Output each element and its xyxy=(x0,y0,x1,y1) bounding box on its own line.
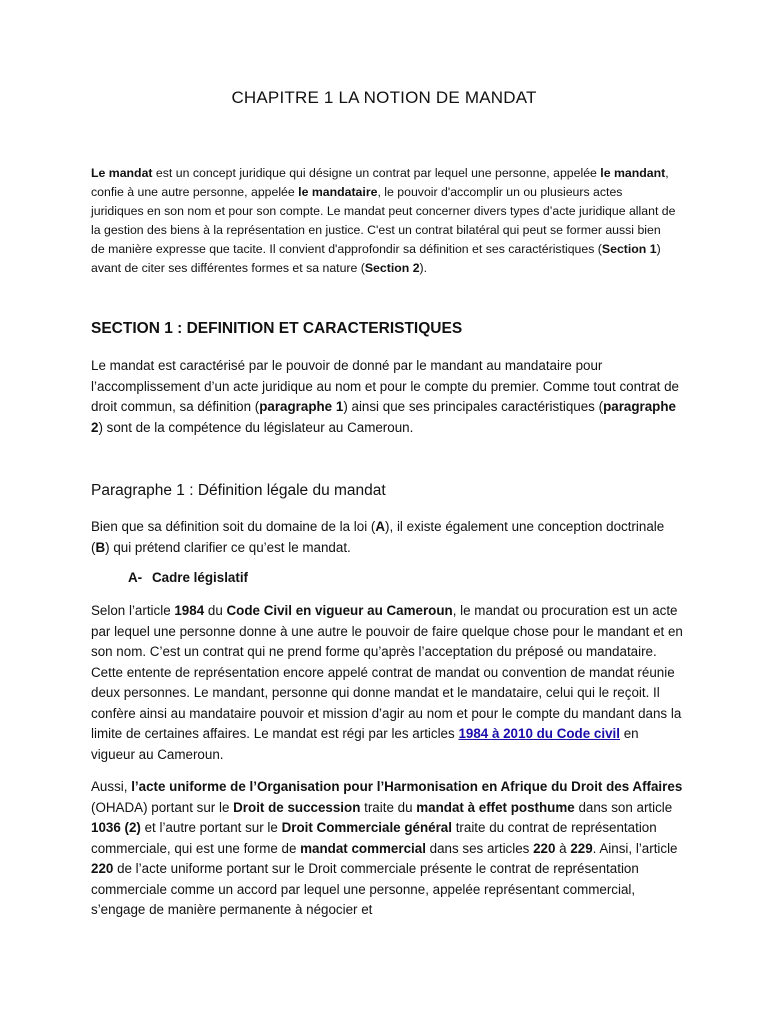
text-run: dans ses articles xyxy=(425,840,534,856)
text-run: , le mandat ou procuration est un acte par lequel une personne donne à une autre le pouvoir de faire quelque chose pour le mandant et en son nom. C’est un contrat qui ne prend forme qu’après l’acceptation du préposé ou mandataire. Cette entente de représentation encore appelé contrat de mandat ou convention de mandat réunie deux personnes. Le mandant, personne qui donne mandat et le mandataire, celui qui le reçoit. Il confère ainsi au mandataire pouvoir et mission d’agir au nom et pour le compte du mandant dans la limite de certaines affaires. Le mandat est régi par les articles xyxy=(91,603,683,741)
text-run: , le pouvoir d'accomplir un ou plusieurs actes juridiques en son nom et pour son compte. Le mandat peut concerner divers types d’acte juridique allant de la gestion des biens à la représentation en justice. C'est un contrat bilatéral qui peut se former aussi bien de manière expresse que tacite. Il convient d'approfondir sa définition et ses caractéristiques ( xyxy=(91,185,676,256)
bold-term: 229 xyxy=(570,840,593,856)
text-run: en vigueur au Cameroun. xyxy=(91,726,639,762)
subheading-marker: A- xyxy=(128,570,143,585)
chapter-title: CHAPITRE 1 LA NOTION DE MANDAT xyxy=(231,88,537,107)
bold-term: B xyxy=(95,539,106,555)
text-run: ) ainsi que ses principales caractéristiques ( xyxy=(343,399,604,414)
bold-term: Section 2 xyxy=(364,261,420,275)
text-run: ). xyxy=(419,261,428,275)
code-civil-link[interactable]: 1984 à 2010 du Code civil xyxy=(458,726,620,741)
section-1-paragraph xyxy=(91,356,686,438)
bold-term: paragraphe 1 xyxy=(259,399,344,414)
bold-term: paragraphe 2 xyxy=(91,399,676,435)
paragraph-1-heading: Paragraphe 1 : Définition légale du mandat xyxy=(91,482,386,499)
bold-term: mandat commercial xyxy=(300,840,426,856)
text-run: ) qui prétend clarifier ce qu’est le mandat. xyxy=(105,539,351,555)
bold-term: 220 xyxy=(533,840,556,856)
text-run: Aussi, xyxy=(91,779,132,794)
bold-term: l’acte uniforme de l’Organisation pour l’Harmonisation en Afrique du Droit des Affaires xyxy=(131,779,683,794)
bold-term: 1036 (2) xyxy=(91,820,141,835)
text-run: traite du contrat de représentation commerciale, qui est une forme de xyxy=(91,820,657,856)
section-1-heading: SECTION 1 : DEFINITION ET CARACTERISTIQUES xyxy=(91,320,463,337)
text-run: Le mandat est caractérisé par le pouvoir de donné par le mandant au mandataire pour l’accomplissement d’un acte juridique au nom et pour le compte du premier. Comme tout contrat de droit commun, sa définition ( xyxy=(91,358,679,414)
text-run: ), il existe également une conception doctrinale ( xyxy=(91,519,665,555)
bold-term: 1984 xyxy=(174,603,205,618)
text-run: à xyxy=(555,840,571,856)
text-run: du xyxy=(204,603,227,618)
ohada-paragraph xyxy=(91,777,686,921)
bold-term: Droit de succession xyxy=(233,799,361,815)
bold-term: le mandant xyxy=(600,166,666,180)
bold-term: 220 xyxy=(91,861,114,876)
text-run: , confie à une autre personne, appelée xyxy=(91,166,669,199)
bold-term: A xyxy=(375,519,386,534)
text-run: est un concept juridique qui désigne un contrat par lequel une personne, appelée xyxy=(152,166,601,180)
bold-term: mandat à effet posthume xyxy=(416,799,575,815)
bold-term: Code Civil en vigueur au Cameroun xyxy=(226,603,453,618)
text-run: dans son article xyxy=(574,799,673,815)
intro-paragraph xyxy=(91,164,677,278)
text-run: traite du xyxy=(360,799,417,815)
text-run: Selon l’article xyxy=(91,603,175,618)
subheading-text: Cadre législatif xyxy=(152,570,248,585)
subheading-cadre-legislatif xyxy=(128,570,248,585)
bold-term: Droit Commerciale général xyxy=(281,820,452,835)
text-run: (OHADA) portant sur le xyxy=(91,799,234,815)
bold-term: Section 1 xyxy=(601,242,657,256)
paragraph-1-text xyxy=(91,517,686,558)
text-run: Bien que sa définition soit du domaine de la loi ( xyxy=(91,519,376,534)
text-run: . Ainsi, l’article xyxy=(592,840,678,856)
cadre-legislatif-paragraph xyxy=(91,601,686,765)
text-run: de l’acte uniforme portant sur le Droit commerciale présente le contrat de représentation commerciale comme un accord par lequel une personne, appelée représentant commercial, s’engage de manière permanente à négocier et xyxy=(91,861,639,917)
text-run: ) avant de citer ses différentes formes et sa nature ( xyxy=(91,242,661,275)
text-run: et l’autre portant sur le xyxy=(140,820,282,835)
bold-term: Le mandat xyxy=(91,166,153,180)
bold-term: le mandataire xyxy=(298,185,378,199)
text-run: ) sont de la compétence du législateur au Cameroun. xyxy=(98,419,414,435)
